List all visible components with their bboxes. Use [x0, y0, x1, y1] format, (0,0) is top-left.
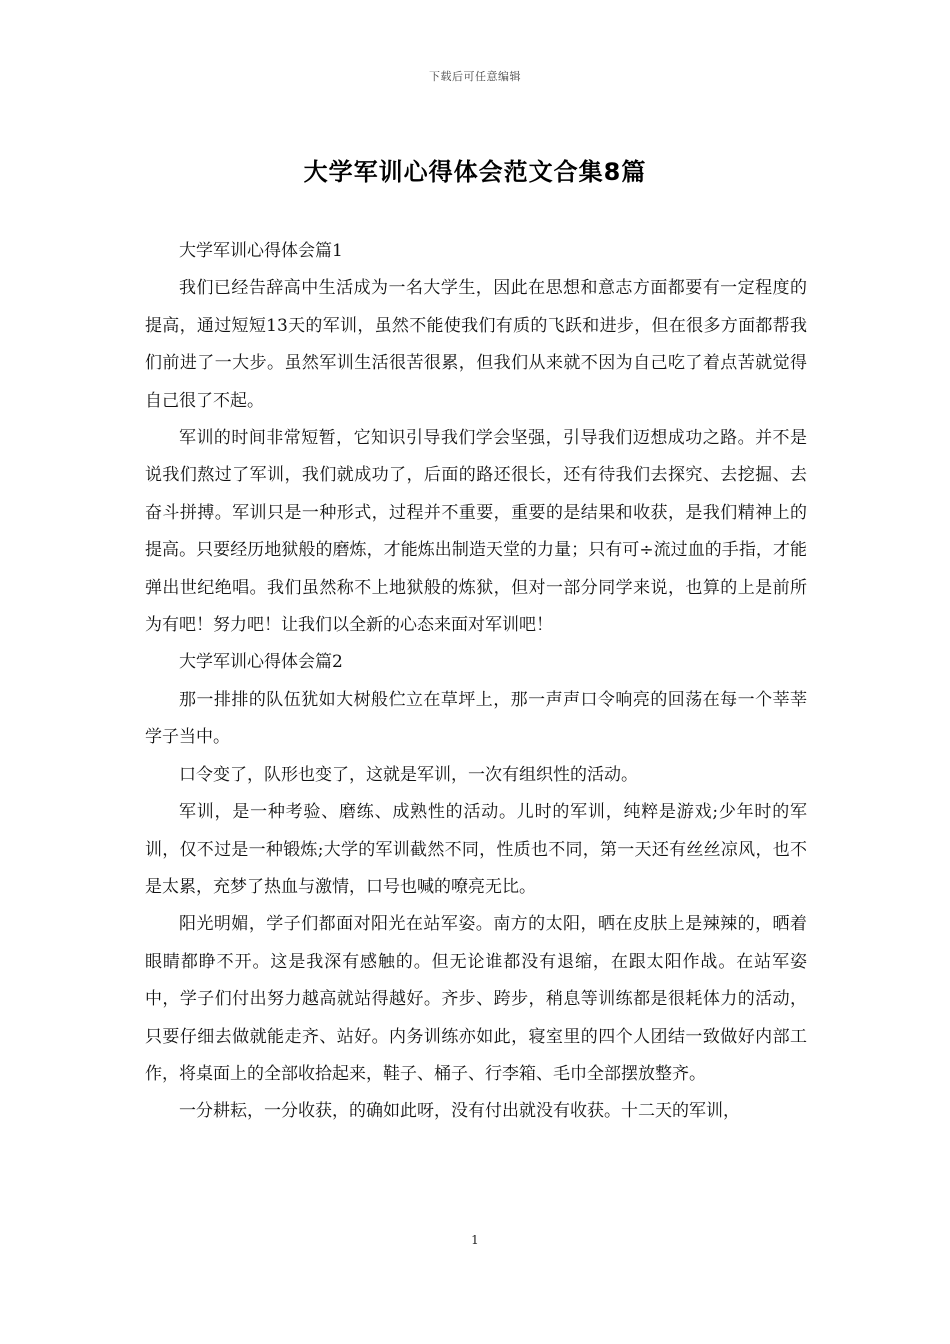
- paragraph: 军训，是一种考验、磨练、成熟性的活动。儿时的军训，纯粹是游戏;少年时的军训，仅不过是一种锻炼;大学的军训截然不同，性质也不同，第一天还有丝丝凉风，也不是太累，充梦了热血与激情，口号也喊的嘹亮无比。: [145, 802, 807, 897]
- paragraph: 一分耕耘，一分收获，的确如此呀，没有付出就没有收获。十二天的军训，: [179, 1101, 740, 1122]
- paragraph: 阳光明媚，学子们都面对阳光在站军姿。南方的太阳，晒在皮肤上是辣辣的，晒着眼睛都睁不开。这是我深有感触的。但无论谁都没有退缩，在跟太阳作战。在站军姿中，学子们付出努力越高就站得越好。齐步、跨步，稍息等训练都是很耗体力的活动，只要仔细去做就能走齐、站好。内务训练亦如此，寝室里的四个人团结一致做好内部工作，将桌面上的全部收拾起来，鞋子、桶子、行李箱、毛巾全部摆放整齐。: [145, 914, 807, 1084]
- document-title: 大学军训心得体会范文合集8篇: [303, 158, 647, 186]
- header-note: 下载后可任意编辑: [429, 70, 521, 83]
- page-number: 1: [471, 1233, 479, 1247]
- paragraph: 军训的时间非常短暂，它知识引导我们学会坚强，引导我们迈想成功之路。并不是说我们熬过了军训，我们就成功了，后面的路还很长，还有待我们去探究、去挖掘、去奋斗拼搏。军训只是一种形式，过程并不重要，重要的是结果和收获，是我们精神上的提高。只要经历地狱般的磨炼，才能炼出制造天堂的力量；只有可÷流过血的手指，才能弹出世纪绝唱。我们虽然称不上地狱般的炼狱，但对一部分同学来说，也算的上是前所为有吧！努力吧！让我们以全新的心态来面对军训吧！: [145, 428, 807, 636]
- paragraph: 那一排排的队伍犹如大树般伫立在草坪上，那一声声口令响亮的回荡在每一个莘莘学子当中。: [145, 689, 807, 748]
- section-heading: 大学军训心得体会篇1: [179, 241, 343, 261]
- section-heading: 大学军训心得体会篇2: [179, 652, 343, 673]
- paragraph: 口令变了，队形也变了，这就是军训，一次有组织性的活动。: [179, 764, 638, 785]
- document-body: [145, 233, 807, 1131]
- paragraph: 我们已经告辞高中生活成为一名大学生，因此在思想和意志方面都要有一定程度的提高，通过短短13天的军训，虽然不能使我们有质的飞跃和进步，但在很多方面都帮我们前进了一大步。虽然军训生活很苦很累，但我们从来就不因为自己吃了着点苦就觉得自己很了不起。: [145, 278, 807, 411]
